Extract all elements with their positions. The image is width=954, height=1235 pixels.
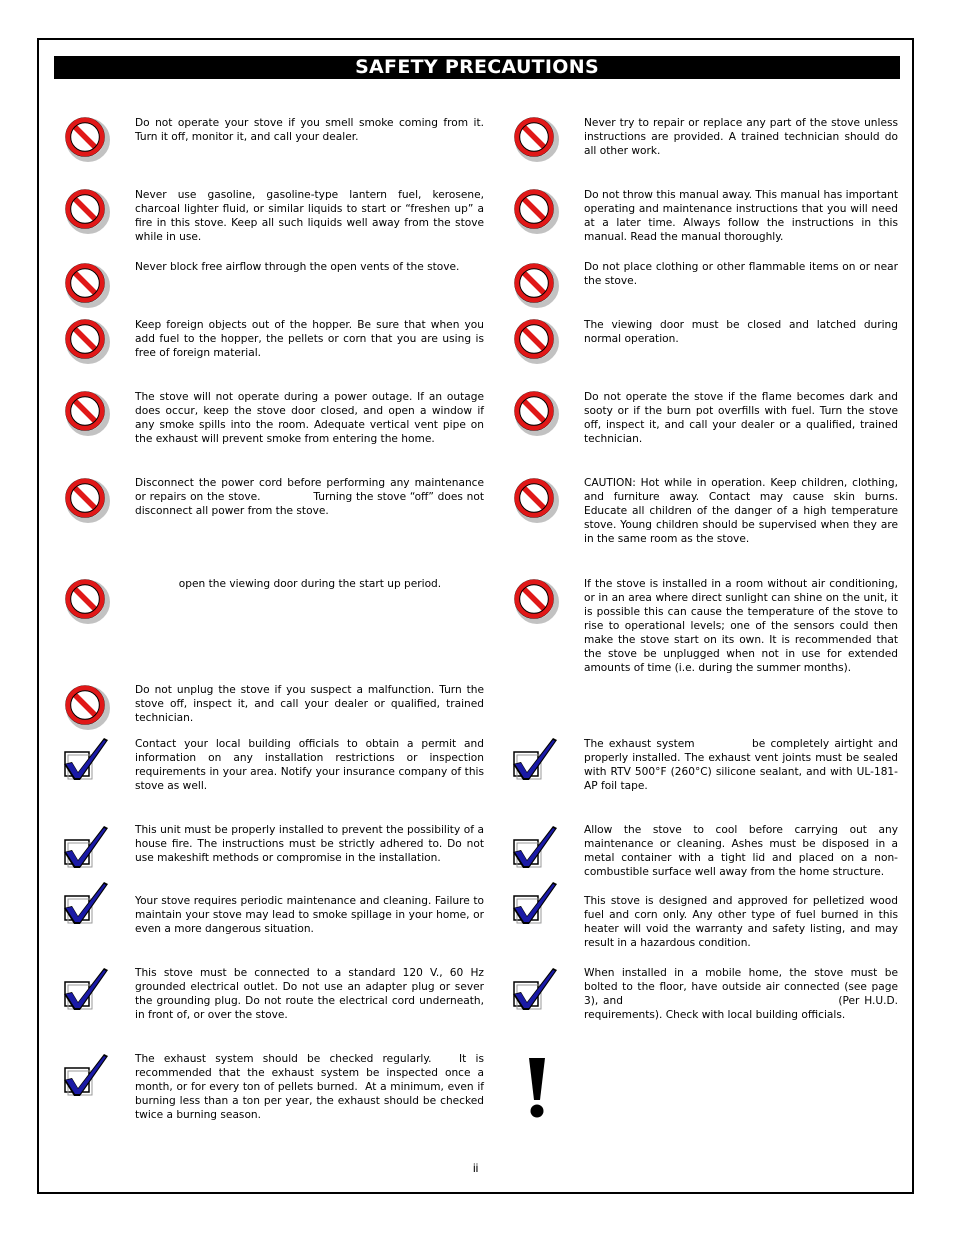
prohibited-icon [60,473,110,523]
prohibited-icon [60,258,110,308]
checkmark-icon [60,1050,110,1100]
precaution-text: This stove must be connected to a standard 120 V., 60 Hz grounded electrical outlet. Do not use an adapter plug or sever the grounding plug. Do not route the electrical cord underneath, in front of, or over the stove. [135,967,484,1021]
precaution-text: Do not unplug the stove if you suspect a malfunction. Turn the stove off, inspect it, and call your dealer or qualified, trained technician. [135,684,484,724]
precaution-text: This stove is designed and approved for pelletized wood fuel and corn only. Any other type of fuel burned in this heater will void the warranty and safety listing, and may result in a hazardous condition. [584,895,898,949]
precaution-text: If the stove is installed in a room without air conditioning, or in an area where direct sunlight can shine on the unit, it is possible this can cause the temperature of the stove to rise to operational levels; one of the sensors could then make the stove start on its own. It is recommended that the stove be unplugged when not in use for extended amounts of time (i.e. during the summer months). [584,578,898,674]
precaution-text: The exhaust system should be checked regularly. It is recommended that the exhaust system be inspected once a month, or for every ton of pellets burned. At a minimum, even if burning less than a ton per year, the exhaust should be checked twice a burning season. [135,1053,488,1121]
precaution-text: Disconnect the power cord before performing any maintenance or repairs on the stove. Turning the stove “off” does not disconnect all power from the stove. [135,477,488,517]
precaution-text: Contact your local building officials to obtain a permit and information on any installation restrictions or inspection requirements in your area. Notify your insurance company of this stove as well. [135,738,484,792]
page-number: ii [473,1161,479,1175]
checkmark-icon [509,878,559,928]
precaution-text: The exhaust system be completely airtight and properly installed. The exhaust vent joints must be sealed with RTV 500°F (260°C) silicone sealant, and with UL-181-AP foil tape. [584,738,902,792]
precaution-text: The viewing door must be closed and latched during normal operation. [584,319,898,345]
prohibited-icon [509,473,559,523]
checkmark-icon [509,964,559,1014]
page-title: SAFETY PRECAUTIONS [54,56,900,79]
precaution-text: The stove will not operate during a power outage. If an outage does occur, keep the stove door closed, and open a window if any smoke spills into the room. Adequate vertical vent pipe on the exhaust will prevent smoke from entering the home. [135,391,484,445]
prohibited-icon [509,386,559,436]
precaution-text: CAUTION: Hot while in operation. Keep children, clothing, and furniture away. Contact may cause skin burns. Educate all children of the danger of a high temperature stove. Young children should be supervised when they are in the same room as the stove. [584,477,898,545]
checkmark-icon [60,964,110,1014]
checkmark-icon [60,734,110,784]
precaution-text: Do not operate your stove if you smell smoke coming from it. Turn it off, monitor it, and call your dealer. [135,117,484,143]
prohibited-icon [60,680,110,730]
precaution-text: When installed in a mobile home, the stove must be bolted to the floor, have outside air connected (see page 3), and (Per H.U.D. requirements). Check with local building officials. [584,967,902,1021]
prohibited-icon [60,184,110,234]
exclamation-icon [521,1056,553,1120]
precaution-text: Never block free airflow through the open vents of the stove. [135,261,460,273]
prohibited-icon [60,386,110,436]
precaution-text: Never use gasoline, gasoline-type lantern fuel, kerosene, charcoal lighter fluid, or similar liquids to start or “freshen up” a fire in this stove. Keep all such liquids well away from the stove while in use. [135,189,484,243]
precaution-text: Do not place clothing or other flammable items on or near the stove. [584,261,898,287]
prohibited-icon [60,574,110,624]
prohibited-icon [60,314,110,364]
prohibited-icon [509,574,559,624]
checkmark-icon [60,822,110,872]
prohibited-icon [509,184,559,234]
prohibited-icon [60,112,110,162]
precaution-text: Your stove requires periodic maintenance and cleaning. Failure to maintain your stove may lead to smoke spillage in your home, or even a more dangerous situation. [135,895,484,935]
precaution-text: Allow the stove to cool before carrying out any maintenance or cleaning. Ashes must be disposed in a metal container with a tight lid and placed on a non-combustible surface well away from the home structure. [584,824,898,878]
prohibited-icon [509,112,559,162]
precaution-text: Do not throw this manual away. This manual has important operating and maintenance instructions that you will need at a later time. Always follow the instructions in this manual. Read the manual thoroughly. [584,189,898,243]
prohibited-icon [509,314,559,364]
precaution-text: Never try to repair or replace any part of the stove unless instructions are provided. A trained technician should do all other work. [584,117,898,157]
precaution-text: Do not operate the stove if the flame becomes dark and sooty or if the burn pot overfills with fuel. Turn the stove off, inspect it, and call your dealer or a qualified, trained technician. [584,391,898,445]
checkmark-icon [60,878,110,928]
checkmark-icon [509,822,559,872]
precaution-text: This unit must be properly installed to prevent the possibility of a house fire. The instructions must be strictly adhered to. Do not use makeshift methods or compromise in the installation. [135,824,484,864]
prohibited-icon [509,258,559,308]
precaution-text: Keep foreign objects out of the hopper. Be sure that when you add fuel to the hopper, the pellets or corn that you are using is free of foreign material. [135,319,484,359]
checkmark-icon [509,734,559,784]
precaution-text: open the viewing door during the start up period. [135,578,442,590]
